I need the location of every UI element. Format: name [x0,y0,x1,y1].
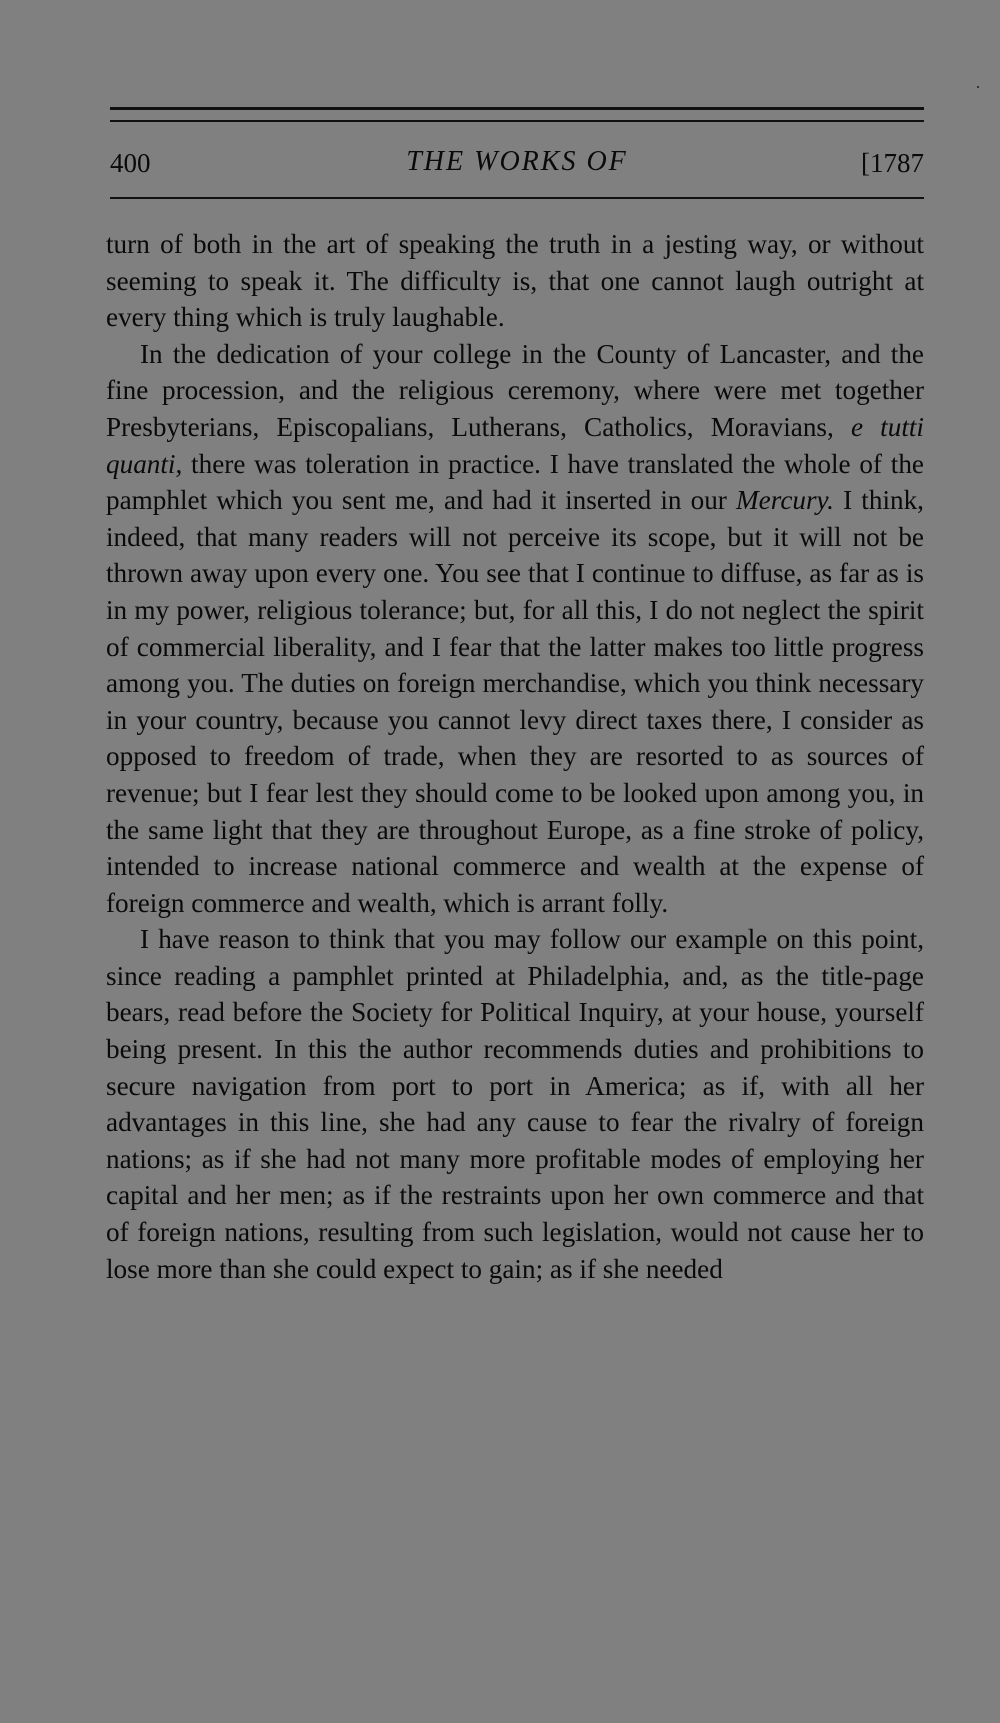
page-number: 400 [110,148,151,178]
page-header [110,140,924,180]
header-year: [1787 [861,148,924,178]
header-rule-top [110,107,924,110]
paragraph-2 [106,336,924,922]
header-rule-top-inner [110,120,924,122]
paragraph-2-text-c: I think, indeed, that many readers will not perceive its scope, but it will not be thrown away upon every one. You see that I continue to diffuse, as far as is in my power, religious tolerance; but, for all this, I do not neglect the spirit of commercial liberality, and I fear that the latter makes too little progress among you. The duties on foreign merchandise, which you think necessary in your country, because you cannot levy direct taxes there, I consider as opposed to freedom of trade, when they are resorted to as sources of revenue; but I fear lest they should come to be looked upon among you, in the same light that they are throughout Europe, as a fine stroke of policy, intended to increase national commerce and wealth at the expense of foreign commerce and wealth, which is arrant folly. [106,485,924,918]
header-rule-bottom [110,197,924,199]
paragraph-2-text-b: there was toleration in practice. I have translated the whole of the pamphlet which you sent me, and had it inserted in our [106,448,924,516]
italic-phrase-tutti-quanti: e tutti quanti, [106,411,924,479]
paragraph-1: turn of both in the art of speaking the truth in a jesting way, or without seeming to speak it. The difficulty is, that one cannot laugh outright at every thing which is truly laughable. [106,229,924,333]
page-speck [977,86,979,88]
paragraph-3: I have reason to think that you may follow our example on this point, since reading a pamphlet printed at Philadelphia, and, as the title-page bears, read before the Society for Political Inquiry, at your house, yourself being present. In this the author recommends duties and prohibitions to secure navigation from port to port in America; as if, with all her advantages in this line, she had any cause to fear the rivalry of foreign nations; as if she had not many more profitable modes of employing her capital and her men; as if the restraints upon her own commerce and that of foreign nations, resulting from such legislation, would not cause her to lose more than she could expect to gain; as if she needed [106,924,924,1284]
running-title: THE WORKS OF [406,146,628,177]
paragraph-2-text-a: In the dedication of your college in the County of Lancaster, and the fine procession, and the religious ceremony, where were met together Presbyterians, Episcopalians, Lutherans, Catholics, Moravians, [106,338,924,442]
italic-mercury: Mercury. [736,485,834,516]
body-text [106,226,924,1287]
